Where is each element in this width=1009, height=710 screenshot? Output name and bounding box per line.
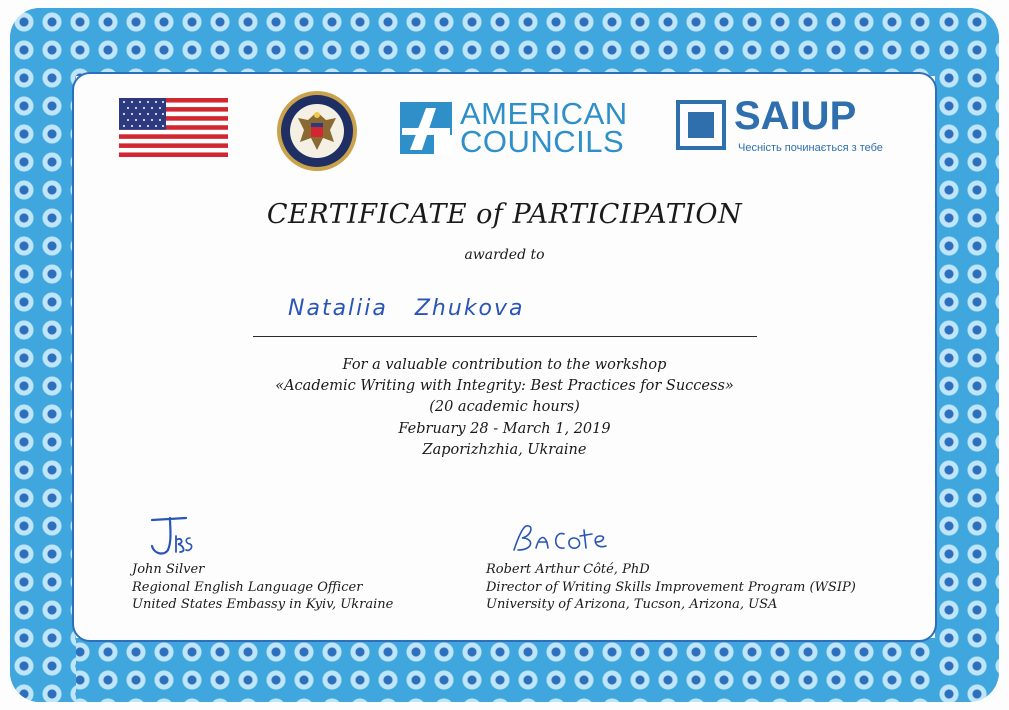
signature-right-icon — [508, 520, 612, 556]
signatory-right-organization: University of Arizona, Tucson, Arizona, USA — [486, 597, 778, 612]
recipient-name: Nataliia Zhukova — [288, 296, 525, 321]
border-left — [10, 8, 76, 702]
signatory-right-role: Director of Writing Skills Improvement Program (WSIP) — [486, 579, 856, 595]
signatory-right — [486, 561, 856, 614]
border-bottom — [10, 638, 999, 702]
border-right — [935, 8, 999, 702]
awarded-to-label: awarded to — [464, 247, 545, 263]
american-councils-mark-icon — [400, 102, 452, 154]
saiup-wordmark: SAIUP — [734, 94, 857, 138]
workshop-intro: For a valuable contribution to the workshop — [342, 357, 667, 373]
signatory-left — [132, 561, 393, 614]
certificate-title: CERTIFICATE of PARTICIPATION — [266, 199, 743, 230]
saiup-logo — [676, 94, 901, 158]
workshop-location: Zaporizhzhia, Ukraine — [422, 442, 587, 458]
signature-left-icon — [146, 514, 196, 558]
american-councils-wordmark-line1: AMERICAN — [460, 96, 628, 131]
recipient-name-underline — [253, 336, 757, 337]
signatory-left-organization: United States Embassy in Kyiv, Ukraine — [132, 597, 394, 612]
us-flag-icon — [119, 98, 228, 157]
saiup-slogan: Чесність починається з тебе — [738, 142, 883, 154]
saiup-square-mark-icon — [676, 100, 726, 150]
border-top — [10, 8, 999, 76]
signatory-left-name: John Silver — [132, 562, 205, 577]
workshop-hours: (20 academic hours) — [429, 399, 580, 415]
department-of-state-seal-icon — [276, 90, 358, 172]
american-councils-logo — [400, 98, 630, 158]
american-councils-wordmark-line2: COUNCILS — [460, 124, 625, 159]
workshop-title: «Academic Writing with Integrity: Best Practices for Success» — [275, 378, 734, 394]
signatory-left-role: Regional English Language Officer — [132, 579, 363, 595]
workshop-dates: February 28 - March 1, 2019 — [398, 421, 611, 437]
signatory-right-name: Robert Arthur Côté, PhD — [486, 562, 650, 577]
